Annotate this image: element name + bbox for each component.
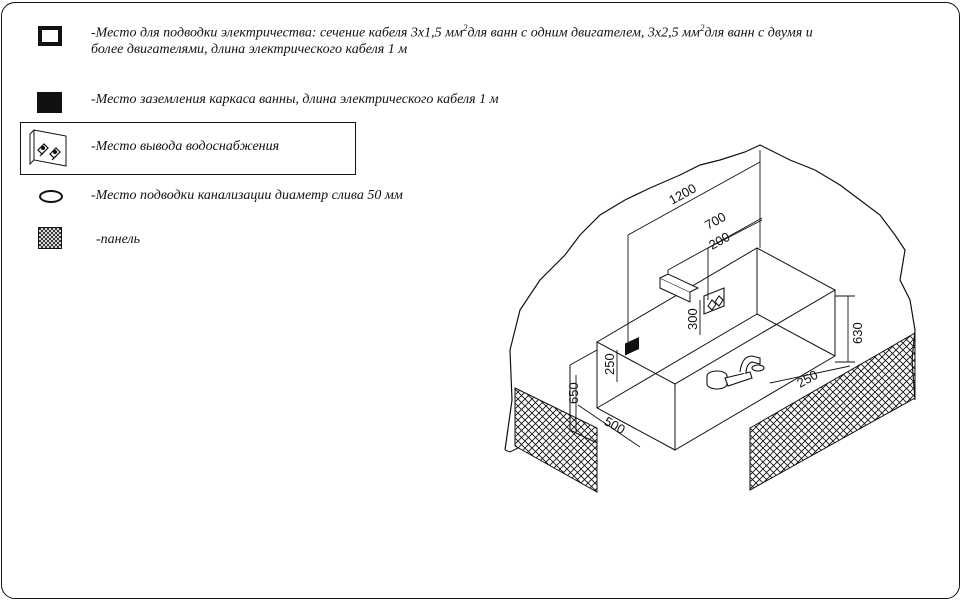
legend-grounding-text: -Место заземления каркаса ванны, длина электрического кабеля 1 м: [91, 92, 499, 107]
dim-1200: 1200: [666, 180, 699, 208]
legend-water-text: -Место вывода водоснабжения: [91, 139, 280, 154]
dim-650: 650: [566, 382, 581, 404]
legend-electric-sup2: 2: [699, 23, 705, 33]
right-panel-hatch: [750, 333, 915, 490]
legend-electric-part1: -Место для подводки электричества: сечение кабеля 3х1,5 мм: [91, 25, 463, 41]
bath-mixer: [707, 356, 764, 389]
legend-electric-sup1: 2: [462, 23, 468, 33]
legend-electric-line2: более двигателями, длина электрического кабеля 1 м: [91, 42, 408, 57]
dim-700: 700: [702, 208, 729, 233]
legend-drain-text: -Место подводки канализации диаметр слива 50 мм: [91, 188, 403, 203]
dim-250-right: 250: [794, 366, 821, 391]
legend-panel-text: -панель: [96, 232, 140, 247]
dim-250-left: 250: [602, 353, 617, 375]
legend-electric-part2: для ванн с одним двигателем, 3х2,5 мм: [467, 25, 700, 41]
dim-300: 300: [685, 308, 700, 330]
left-panel-hatch: [515, 388, 597, 492]
legend-electric-part3: для ванн с двумя и: [704, 25, 813, 41]
dim-200: 200: [706, 228, 733, 253]
dim-500: 500: [601, 413, 628, 438]
dim-630: 630: [850, 322, 865, 344]
